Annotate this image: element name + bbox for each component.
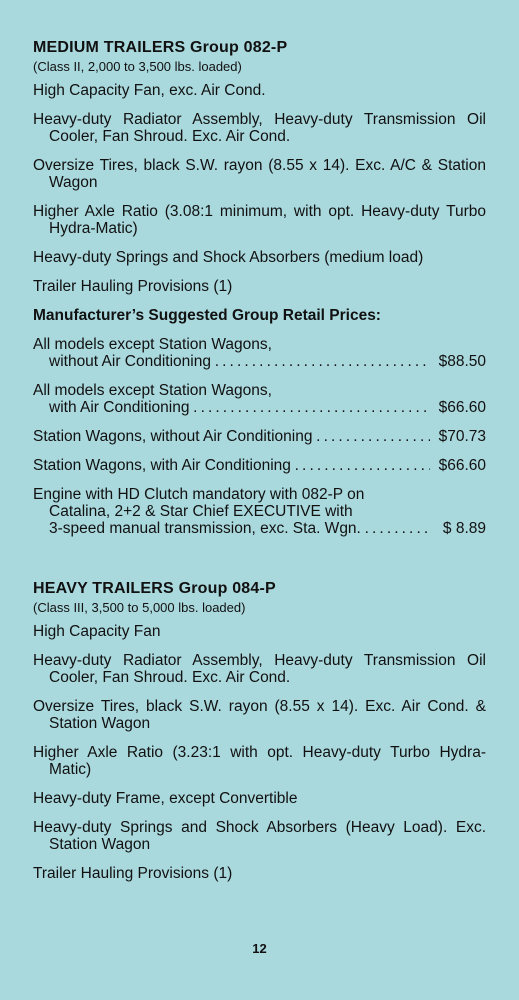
price-row — [33, 336, 486, 370]
heavy-item: Heavy-duty Springs and Shock Absorbers (Heavy Load). Exc. Station Wagon — [33, 819, 486, 853]
heavy-item: Oversize Tires, black S.W. rayon (8.55 x 14). Exc. Air Cond. & Station Wagon — [33, 698, 486, 732]
dot-leader — [189, 399, 430, 416]
price-desc-line-dotted — [33, 353, 430, 370]
medium-section-title — [33, 38, 486, 58]
heavy-trailers-section — [33, 579, 486, 882]
price-description — [33, 486, 430, 537]
price-row — [33, 457, 486, 474]
price-amount: $70.73 — [438, 428, 486, 445]
dot-leader — [291, 457, 430, 474]
price-amount: $ 8.89 — [442, 520, 486, 537]
heavy-item: Trailer Hauling Provisions (1) — [33, 865, 233, 882]
price-desc-text: 3-speed manual transmission, exc. Sta. Wgn. — [49, 520, 361, 537]
dot-leader — [361, 520, 430, 537]
price-desc-line: All models except Station Wagons, — [33, 336, 272, 353]
price-desc-line-dotted — [33, 457, 430, 474]
price-row — [33, 428, 486, 445]
price-desc-line-dotted — [33, 520, 430, 537]
price-desc-text: Station Wagons, with Air Conditioning — [33, 457, 291, 474]
price-desc-line-dotted — [33, 428, 430, 445]
section-spacer — [33, 549, 486, 579]
price-desc-text: without Air Conditioning — [49, 353, 211, 370]
medium-item: Heavy-duty Springs and Shock Absorbers (medium load) — [33, 249, 424, 266]
price-row — [33, 486, 486, 537]
medium-item: Heavy-duty Radiator Assembly, Heavy-duty Transmission Oil Cooler, Fan Shroud. Exc. Air Cond. — [33, 111, 486, 145]
price-description — [33, 382, 430, 416]
medium-title-text: MEDIUM TRAILERS — [33, 39, 186, 56]
dot-leader — [211, 353, 430, 370]
document-page — [33, 38, 486, 894]
price-amount: $66.60 — [438, 399, 486, 416]
medium-section-subtitle: (Class II, 2,000 to 3,500 lbs. loaded) — [33, 59, 242, 74]
price-desc-line: All models except Station Wagons, — [33, 382, 272, 399]
price-row — [33, 382, 486, 416]
price-description — [33, 428, 430, 445]
price-desc-line: Catalina, 2+2 & Star Chief EXECUTIVE with — [49, 503, 353, 520]
price-amount: $88.50 — [438, 353, 486, 370]
heavy-title-text: HEAVY TRAILERS — [33, 580, 174, 597]
price-desc-text: Station Wagons, without Air Conditioning — [33, 428, 313, 445]
price-desc-line-dotted — [33, 399, 430, 416]
medium-group-code: Group 082-P — [189, 39, 288, 56]
prices-heading: Manufacturer’s Suggested Group Retail Prices: — [33, 307, 381, 324]
page-number: 12 — [252, 941, 267, 956]
heavy-item: Heavy-duty Radiator Assembly, Heavy-duty Transmission Oil Cooler, Fan Shroud. Exc. Air Cond. — [33, 652, 486, 686]
price-description — [33, 457, 430, 474]
price-desc-line: Engine with HD Clutch mandatory with 082-P on — [33, 486, 365, 503]
price-description — [33, 336, 430, 370]
price-desc-text: with Air Conditioning — [49, 399, 190, 416]
heavy-item: High Capacity Fan — [33, 623, 161, 640]
heavy-section-title — [33, 579, 486, 599]
medium-item: High Capacity Fan, exc. Air Cond. — [33, 82, 266, 99]
medium-item: Higher Axle Ratio (3.08:1 minimum, with opt. Heavy-duty Turbo Hydra-Matic) — [33, 203, 486, 237]
heavy-section-subtitle: (Class III, 3,500 to 5,000 lbs. loaded) — [33, 600, 246, 615]
price-amount: $66.60 — [438, 457, 486, 474]
heavy-item: Higher Axle Ratio (3.23:1 with opt. Heavy-duty Turbo Hydra-Matic) — [33, 744, 486, 778]
heavy-item: Heavy-duty Frame, except Convertible — [33, 790, 298, 807]
heavy-group-code: Group 084-P — [178, 580, 276, 597]
dot-leader — [312, 428, 430, 445]
medium-item: Trailer Hauling Provisions (1) — [33, 278, 233, 295]
medium-item: Oversize Tires, black S.W. rayon (8.55 x 14). Exc. A/C & Station Wagon — [33, 157, 486, 191]
medium-trailers-section — [33, 38, 486, 537]
